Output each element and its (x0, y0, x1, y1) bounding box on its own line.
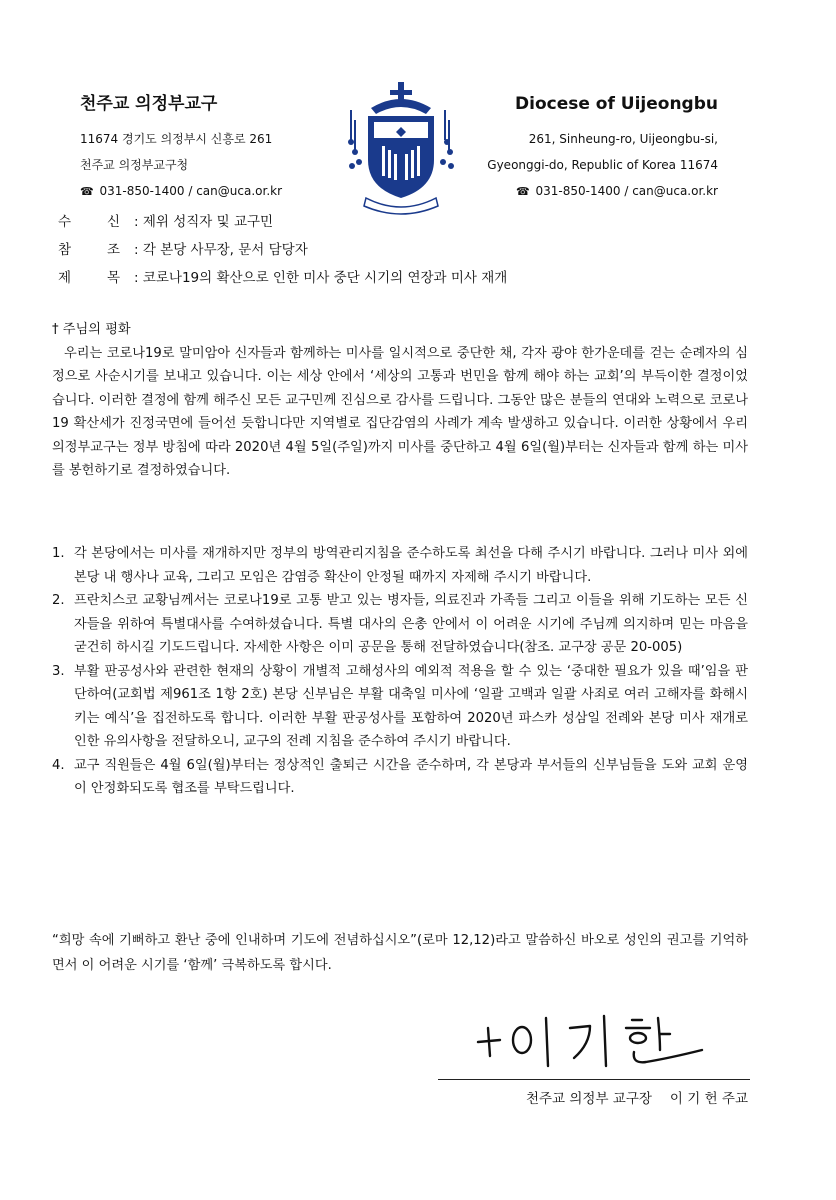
subject-value: : 코로나19의 확산으로 인한 미사 중단 시기의 연장과 미사 재개 (134, 270, 508, 286)
office-korean: 천주교 의정부교구청 (80, 158, 189, 172)
list-item (52, 542, 748, 589)
document-meta (58, 208, 507, 292)
reference-row (58, 236, 507, 264)
list-item (52, 660, 748, 754)
address-english-line2: Gyeonggi-do, Republic of Korea 11674 (487, 158, 718, 172)
intro-paragraph: 우리는 코로나19로 말미암아 신자들과 함께하는 미사를 일시적으로 중단한 채, 각자 광야 한가운데를 걷는 순례자의 심정으로 사순시기를 보내고 있습니다. 이는 세상 안에서 ‘세상의 고통과 번민을 함께 해야 하는 교회’의 부득이한 결정이었습니다. 이러한 결정에 함께 해주신 모든 교구민께 진심으로 감사를 드립니다. 그동안 많은 분들의 연대와 노력으로 코로나19 확산세가 진정국면에 들어선 듯합니다만 지역별로 집단감염의 사례가 계속 발생하고 있습니다. 이러한 상황에서 우리 의정부교구는 정부 방침에 따라 2020년 4월 5일(주일)까지 미사를 중단하고 4월 6일(월)부터는 신자들과 함께 하는 미사를 봉헌하기로 결정하였습니다. (52, 345, 748, 478)
header-left (80, 92, 282, 205)
contact-english (487, 178, 718, 205)
list-number: 4. (52, 757, 65, 773)
contact-korean (80, 178, 282, 205)
subject-label: 제 목 (58, 270, 120, 286)
telephone-icon: ☎ (515, 185, 530, 198)
recipient-value: : 제위 성직자 및 교구민 (134, 214, 274, 230)
list-number: 2. (52, 593, 65, 608)
list-number: 3. (52, 663, 65, 679)
greeting: † 주님의 평화 (52, 322, 131, 337)
reference-value: : 각 본당 사무장, 문서 담당자 (134, 242, 308, 258)
letter-body (52, 318, 748, 483)
org-name-korean: 천주교 의정부교구 (80, 94, 218, 114)
list-item (52, 754, 748, 801)
closing-paragraph: “희망 속에 기뻐하고 환난 중에 인내하며 기도에 전념하십시오”(로마 12,12)라고 말씀하신 바오로 성인의 권고를 기억하면서 이 어려운 시기를 ‘함께’ 극복하도록 합시다. (52, 933, 748, 973)
list-text: 각 본당에서는 미사를 재개하지만 정부의 방역관리지침을 준수하도록 최선을 다해 주시기 바랍니다. 그러나 미사 외에 본당 내 행사나 교육, 그리고 모임은 감염증 확산이 안정될 때까지 자제해 주시기 바랍니다. (74, 546, 748, 585)
diocese-crest-icon (346, 80, 456, 215)
contact-english-text: 031-850-1400 / can@uca.or.kr (535, 184, 718, 198)
list-text: 프란치스코 교황님께서는 코로나19로 고통 받고 있는 병자들, 의료진과 가족들 그리고 이들을 위해 기도하는 모든 신자들을 위하여 특별대사를 수여하셨습니다. 특별 대사의 은총 안에서 이 어려운 시기에 주님께 의지하며 믿는 마음을 굳건히 하시길 기도드립니다. 자세한 사항은 이미 공문을 통해 전달하였습니다(참조. 교구장 공문 20-005) (74, 593, 748, 655)
address-english-line1: 261, Sinheung-ro, Uijeongbu-si, (528, 132, 718, 146)
handwritten-signature (470, 1010, 710, 1070)
header-right (487, 92, 718, 205)
recipient-row (58, 208, 507, 236)
subject-row (58, 264, 507, 292)
telephone-icon: ☎ (80, 185, 94, 198)
org-name-english: Diocese of Uijeongbu (515, 94, 718, 114)
signer-name: 이 기 헌 주교 (669, 1091, 748, 1107)
numbered-list (52, 542, 748, 801)
signer-title: 천주교 의정부 교구장 (525, 1091, 652, 1107)
address-korean: 11674 경기도 의정부시 신흥로 261 (80, 132, 273, 146)
list-number: 1. (52, 546, 65, 561)
list-item (52, 589, 748, 660)
recipient-label: 수 신 (58, 214, 120, 230)
list-text: 부활 판공성사와 관련한 현재의 상황이 개별적 고해성사의 예외적 적용을 할 수 있는 ‘중대한 필요가 있을 때’임을 판단하여(교회법 제961조 1항 2호) 본당 신부님은 부활 대축일 미사에 ‘일괄 고백과 일괄 사죄로 여러 고해자를 화해시키는 예식’을 집전하도록 합니다. 이러한 부활 판공성사를 포함하여 2020년 파스카 성삼일 전례와 본당 미사 재개로 인한 유의사항을 전달하오니, 교구의 전례 지침을 준수하여 주시기 바랍니다. (74, 663, 748, 749)
signature-rule (438, 1079, 750, 1080)
reference-label: 참 조 (58, 242, 120, 258)
signer-block (526, 1088, 748, 1110)
contact-korean-text: 031-850-1400 / can@uca.or.kr (99, 184, 283, 198)
list-text: 교구 직원들은 4월 6일(월)부터는 정상적인 출퇴근 시간을 준수하며, 각 본당과 부서들의 신부님들을 도와 교회 운영이 안정화되도록 협조를 부탁드립니다. (74, 757, 748, 796)
